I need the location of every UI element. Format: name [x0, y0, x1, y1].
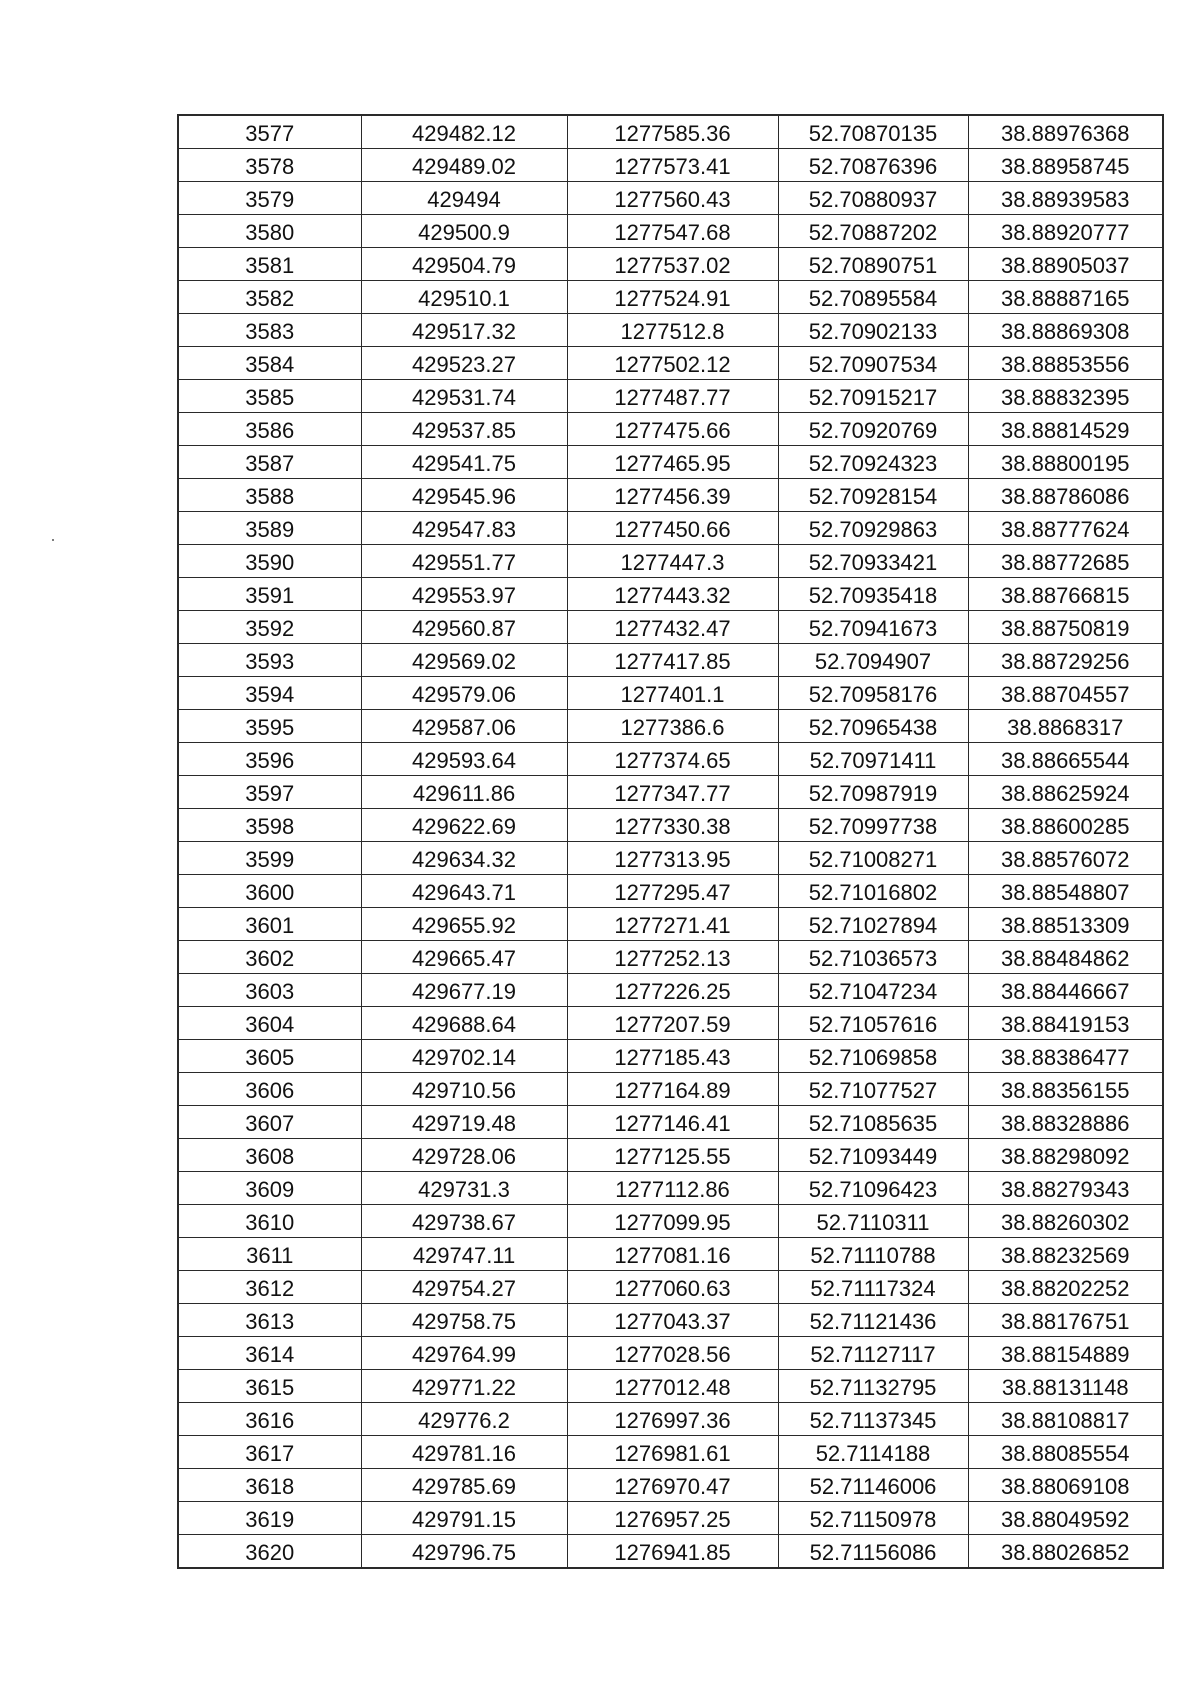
x-coordinate-cell: 429622.69: [361, 809, 567, 842]
point-number-cell: 3593: [178, 644, 361, 677]
latitude-cell: 52.70971411: [778, 743, 968, 776]
x-coordinate-cell: 429551.77: [361, 545, 567, 578]
x-coordinate-cell: 429634.32: [361, 842, 567, 875]
latitude-cell: 52.70920769: [778, 413, 968, 446]
longitude-cell: 38.88484862: [968, 941, 1163, 974]
x-coordinate-cell: 429593.64: [361, 743, 567, 776]
x-coordinate-cell: 429710.56: [361, 1073, 567, 1106]
y-coordinate-cell: 1277450.66: [567, 512, 778, 545]
latitude-cell: 52.71036573: [778, 941, 968, 974]
table-row: [178, 281, 1163, 314]
longitude-cell: 38.88049592: [968, 1502, 1163, 1535]
table-row: [178, 1172, 1163, 1205]
x-coordinate-cell: 429611.86: [361, 776, 567, 809]
table-row: [178, 875, 1163, 908]
latitude-cell: 52.70870135: [778, 115, 968, 149]
y-coordinate-cell: 1276981.61: [567, 1436, 778, 1469]
y-coordinate-cell: 1276957.25: [567, 1502, 778, 1535]
table-row: [178, 1073, 1163, 1106]
y-coordinate-cell: 1277081.16: [567, 1238, 778, 1271]
longitude-cell: 38.88600285: [968, 809, 1163, 842]
latitude-cell: 52.70965438: [778, 710, 968, 743]
latitude-cell: 52.7114188: [778, 1436, 968, 1469]
point-number-cell: 3592: [178, 611, 361, 644]
x-coordinate-cell: 429702.14: [361, 1040, 567, 1073]
x-coordinate-cell: 429489.02: [361, 149, 567, 182]
latitude-cell: 52.71016802: [778, 875, 968, 908]
longitude-cell: 38.88576072: [968, 842, 1163, 875]
point-number-cell: 3580: [178, 215, 361, 248]
point-number-cell: 3616: [178, 1403, 361, 1436]
point-number-cell: 3591: [178, 578, 361, 611]
table-row: [178, 1007, 1163, 1040]
table-row: [178, 149, 1163, 182]
y-coordinate-cell: 1277252.13: [567, 941, 778, 974]
y-coordinate-cell: 1277043.37: [567, 1304, 778, 1337]
table-row: [178, 446, 1163, 479]
latitude-cell: 52.71121436: [778, 1304, 968, 1337]
x-coordinate-cell: 429791.15: [361, 1502, 567, 1535]
coordinates-table-container: [177, 114, 1162, 1569]
point-number-cell: 3589: [178, 512, 361, 545]
x-coordinate-cell: 429771.22: [361, 1370, 567, 1403]
x-coordinate-cell: 429719.48: [361, 1106, 567, 1139]
y-coordinate-cell: 1277524.91: [567, 281, 778, 314]
latitude-cell: 52.71096423: [778, 1172, 968, 1205]
point-number-cell: 3610: [178, 1205, 361, 1238]
table-row: [178, 314, 1163, 347]
y-coordinate-cell: 1277447.3: [567, 545, 778, 578]
table-row: [178, 1205, 1163, 1238]
x-coordinate-cell: 429764.99: [361, 1337, 567, 1370]
y-coordinate-cell: 1276970.47: [567, 1469, 778, 1502]
point-number-cell: 3594: [178, 677, 361, 710]
point-number-cell: 3604: [178, 1007, 361, 1040]
longitude-cell: 38.88905037: [968, 248, 1163, 281]
latitude-cell: 52.70997738: [778, 809, 968, 842]
x-coordinate-cell: 429677.19: [361, 974, 567, 1007]
longitude-cell: 38.88800195: [968, 446, 1163, 479]
latitude-cell: 52.70880937: [778, 182, 968, 215]
table-row: [178, 182, 1163, 215]
point-number-cell: 3585: [178, 380, 361, 413]
table-row: [178, 809, 1163, 842]
y-coordinate-cell: 1277271.41: [567, 908, 778, 941]
latitude-cell: 52.70941673: [778, 611, 968, 644]
x-coordinate-cell: 429731.3: [361, 1172, 567, 1205]
x-coordinate-cell: 429545.96: [361, 479, 567, 512]
longitude-cell: 38.88298092: [968, 1139, 1163, 1172]
point-number-cell: 3607: [178, 1106, 361, 1139]
latitude-cell: 52.71156086: [778, 1535, 968, 1569]
point-number-cell: 3600: [178, 875, 361, 908]
table-row: [178, 1238, 1163, 1271]
x-coordinate-cell: 429785.69: [361, 1469, 567, 1502]
longitude-cell: 38.88814529: [968, 413, 1163, 446]
y-coordinate-cell: 1277475.66: [567, 413, 778, 446]
y-coordinate-cell: 1277125.55: [567, 1139, 778, 1172]
table-row: [178, 611, 1163, 644]
latitude-cell: 52.71127117: [778, 1337, 968, 1370]
point-number-cell: 3611: [178, 1238, 361, 1271]
y-coordinate-cell: 1277386.6: [567, 710, 778, 743]
latitude-cell: 52.70987919: [778, 776, 968, 809]
point-number-cell: 3579: [178, 182, 361, 215]
x-coordinate-cell: 429758.75: [361, 1304, 567, 1337]
longitude-cell: 38.88920777: [968, 215, 1163, 248]
longitude-cell: 38.88958745: [968, 149, 1163, 182]
latitude-cell: 52.71150978: [778, 1502, 968, 1535]
latitude-cell: 52.71008271: [778, 842, 968, 875]
latitude-cell: 52.70929863: [778, 512, 968, 545]
latitude-cell: 52.71027894: [778, 908, 968, 941]
y-coordinate-cell: 1277112.86: [567, 1172, 778, 1205]
latitude-cell: 52.70915217: [778, 380, 968, 413]
table-row: [178, 1040, 1163, 1073]
table-row: [178, 908, 1163, 941]
longitude-cell: 38.88154889: [968, 1337, 1163, 1370]
y-coordinate-cell: 1277417.85: [567, 644, 778, 677]
y-coordinate-cell: 1277313.95: [567, 842, 778, 875]
longitude-cell: 38.88202252: [968, 1271, 1163, 1304]
y-coordinate-cell: 1276941.85: [567, 1535, 778, 1569]
y-coordinate-cell: 1277374.65: [567, 743, 778, 776]
x-coordinate-cell: 429547.83: [361, 512, 567, 545]
point-number-cell: 3620: [178, 1535, 361, 1569]
latitude-cell: 52.70935418: [778, 578, 968, 611]
longitude-cell: 38.88777624: [968, 512, 1163, 545]
latitude-cell: 52.70924323: [778, 446, 968, 479]
point-number-cell: 3581: [178, 248, 361, 281]
latitude-cell: 52.7110311: [778, 1205, 968, 1238]
table-row: [178, 1337, 1163, 1370]
y-coordinate-cell: 1277487.77: [567, 380, 778, 413]
point-number-cell: 3614: [178, 1337, 361, 1370]
point-number-cell: 3578: [178, 149, 361, 182]
y-coordinate-cell: 1276997.36: [567, 1403, 778, 1436]
table-row: [178, 644, 1163, 677]
point-number-cell: 3577: [178, 115, 361, 149]
point-number-cell: 3583: [178, 314, 361, 347]
x-coordinate-cell: 429688.64: [361, 1007, 567, 1040]
longitude-cell: 38.88279343: [968, 1172, 1163, 1205]
latitude-cell: 52.70887202: [778, 215, 968, 248]
x-coordinate-cell: 429560.87: [361, 611, 567, 644]
table-row: [178, 1106, 1163, 1139]
longitude-cell: 38.88419153: [968, 1007, 1163, 1040]
longitude-cell: 38.88665544: [968, 743, 1163, 776]
y-coordinate-cell: 1277512.8: [567, 314, 778, 347]
latitude-cell: 52.71085635: [778, 1106, 968, 1139]
x-coordinate-cell: 429728.06: [361, 1139, 567, 1172]
table-row: [178, 1469, 1163, 1502]
point-number-cell: 3587: [178, 446, 361, 479]
latitude-cell: 52.71110788: [778, 1238, 968, 1271]
longitude-cell: 38.88853556: [968, 347, 1163, 380]
point-number-cell: 3599: [178, 842, 361, 875]
point-number-cell: 3612: [178, 1271, 361, 1304]
x-coordinate-cell: 429523.27: [361, 347, 567, 380]
point-number-cell: 3596: [178, 743, 361, 776]
point-number-cell: 3618: [178, 1469, 361, 1502]
x-coordinate-cell: 429541.75: [361, 446, 567, 479]
table-row: [178, 545, 1163, 578]
longitude-cell: 38.88446667: [968, 974, 1163, 1007]
point-number-cell: 3601: [178, 908, 361, 941]
point-number-cell: 3615: [178, 1370, 361, 1403]
table-row: [178, 413, 1163, 446]
latitude-cell: 52.71077527: [778, 1073, 968, 1106]
x-coordinate-cell: 429747.11: [361, 1238, 567, 1271]
longitude-cell: 38.88356155: [968, 1073, 1163, 1106]
latitude-cell: 52.70933421: [778, 545, 968, 578]
table-row: [178, 710, 1163, 743]
longitude-cell: 38.88832395: [968, 380, 1163, 413]
latitude-cell: 52.70928154: [778, 479, 968, 512]
longitude-cell: 38.8868317: [968, 710, 1163, 743]
longitude-cell: 38.88772685: [968, 545, 1163, 578]
table-row: [178, 248, 1163, 281]
table-row: [178, 512, 1163, 545]
x-coordinate-cell: 429537.85: [361, 413, 567, 446]
x-coordinate-cell: 429781.16: [361, 1436, 567, 1469]
longitude-cell: 38.88232569: [968, 1238, 1163, 1271]
x-coordinate-cell: 429510.1: [361, 281, 567, 314]
table-row: [178, 1502, 1163, 1535]
latitude-cell: 52.70907534: [778, 347, 968, 380]
latitude-cell: 52.71093449: [778, 1139, 968, 1172]
table-row: [178, 479, 1163, 512]
latitude-cell: 52.71117324: [778, 1271, 968, 1304]
latitude-cell: 52.71146006: [778, 1469, 968, 1502]
x-coordinate-cell: 429655.92: [361, 908, 567, 941]
x-coordinate-cell: 429500.9: [361, 215, 567, 248]
y-coordinate-cell: 1277401.1: [567, 677, 778, 710]
x-coordinate-cell: 429569.02: [361, 644, 567, 677]
y-coordinate-cell: 1277443.32: [567, 578, 778, 611]
y-coordinate-cell: 1277502.12: [567, 347, 778, 380]
point-number-cell: 3582: [178, 281, 361, 314]
longitude-cell: 38.88069108: [968, 1469, 1163, 1502]
table-row: [178, 1139, 1163, 1172]
longitude-cell: 38.88328886: [968, 1106, 1163, 1139]
point-number-cell: 3584: [178, 347, 361, 380]
y-coordinate-cell: 1277456.39: [567, 479, 778, 512]
latitude-cell: 52.71057616: [778, 1007, 968, 1040]
table-row: [178, 941, 1163, 974]
longitude-cell: 38.88766815: [968, 578, 1163, 611]
table-row: [178, 1304, 1163, 1337]
table-row: [178, 578, 1163, 611]
longitude-cell: 38.88976368: [968, 115, 1163, 149]
point-number-cell: 3602: [178, 941, 361, 974]
latitude-cell: 52.7094907: [778, 644, 968, 677]
point-number-cell: 3605: [178, 1040, 361, 1073]
longitude-cell: 38.88026852: [968, 1535, 1163, 1569]
longitude-cell: 38.88887165: [968, 281, 1163, 314]
x-coordinate-cell: 429579.06: [361, 677, 567, 710]
y-coordinate-cell: 1277432.47: [567, 611, 778, 644]
y-coordinate-cell: 1277028.56: [567, 1337, 778, 1370]
longitude-cell: 38.88869308: [968, 314, 1163, 347]
table-row: [178, 677, 1163, 710]
point-number-cell: 3595: [178, 710, 361, 743]
point-number-cell: 3598: [178, 809, 361, 842]
coordinates-table-body: [178, 115, 1163, 1568]
point-number-cell: 3586: [178, 413, 361, 446]
table-row: [178, 1535, 1163, 1569]
longitude-cell: 38.88260302: [968, 1205, 1163, 1238]
x-coordinate-cell: 429587.06: [361, 710, 567, 743]
longitude-cell: 38.88939583: [968, 182, 1163, 215]
y-coordinate-cell: 1277330.38: [567, 809, 778, 842]
table-row: [178, 115, 1163, 149]
table-row: [178, 1436, 1163, 1469]
latitude-cell: 52.70876396: [778, 149, 968, 182]
x-coordinate-cell: 429665.47: [361, 941, 567, 974]
y-coordinate-cell: 1277146.41: [567, 1106, 778, 1139]
y-coordinate-cell: 1277185.43: [567, 1040, 778, 1073]
latitude-cell: 52.71137345: [778, 1403, 968, 1436]
longitude-cell: 38.88704557: [968, 677, 1163, 710]
y-coordinate-cell: 1277164.89: [567, 1073, 778, 1106]
longitude-cell: 38.88108817: [968, 1403, 1163, 1436]
y-coordinate-cell: 1277560.43: [567, 182, 778, 215]
longitude-cell: 38.88513309: [968, 908, 1163, 941]
table-row: [178, 974, 1163, 1007]
point-number-cell: 3617: [178, 1436, 361, 1469]
x-coordinate-cell: 429482.12: [361, 115, 567, 149]
table-row: [178, 1271, 1163, 1304]
point-number-cell: 3588: [178, 479, 361, 512]
point-number-cell: 3613: [178, 1304, 361, 1337]
latitude-cell: 52.70895584: [778, 281, 968, 314]
y-coordinate-cell: 1277585.36: [567, 115, 778, 149]
longitude-cell: 38.88131148: [968, 1370, 1163, 1403]
longitude-cell: 38.88176751: [968, 1304, 1163, 1337]
latitude-cell: 52.70902133: [778, 314, 968, 347]
x-coordinate-cell: 429531.74: [361, 380, 567, 413]
table-row: [178, 1403, 1163, 1436]
latitude-cell: 52.71132795: [778, 1370, 968, 1403]
table-row: [178, 776, 1163, 809]
longitude-cell: 38.88386477: [968, 1040, 1163, 1073]
y-coordinate-cell: 1277012.48: [567, 1370, 778, 1403]
y-coordinate-cell: 1277099.95: [567, 1205, 778, 1238]
latitude-cell: 52.71069858: [778, 1040, 968, 1073]
coordinates-table: [177, 114, 1164, 1569]
longitude-cell: 38.88729256: [968, 644, 1163, 677]
table-row: [178, 347, 1163, 380]
longitude-cell: 38.88786086: [968, 479, 1163, 512]
scan-speck: [52, 539, 54, 541]
table-row: [178, 842, 1163, 875]
y-coordinate-cell: 1277295.47: [567, 875, 778, 908]
point-number-cell: 3590: [178, 545, 361, 578]
x-coordinate-cell: 429517.32: [361, 314, 567, 347]
latitude-cell: 52.71047234: [778, 974, 968, 1007]
y-coordinate-cell: 1277547.68: [567, 215, 778, 248]
y-coordinate-cell: 1277573.41: [567, 149, 778, 182]
y-coordinate-cell: 1277207.59: [567, 1007, 778, 1040]
x-coordinate-cell: 429553.97: [361, 578, 567, 611]
x-coordinate-cell: 429504.79: [361, 248, 567, 281]
y-coordinate-cell: 1277060.63: [567, 1271, 778, 1304]
x-coordinate-cell: 429643.71: [361, 875, 567, 908]
point-number-cell: 3609: [178, 1172, 361, 1205]
latitude-cell: 52.70890751: [778, 248, 968, 281]
point-number-cell: 3606: [178, 1073, 361, 1106]
y-coordinate-cell: 1277226.25: [567, 974, 778, 1007]
table-row: [178, 215, 1163, 248]
point-number-cell: 3619: [178, 1502, 361, 1535]
x-coordinate-cell: 429796.75: [361, 1535, 567, 1569]
x-coordinate-cell: 429754.27: [361, 1271, 567, 1304]
y-coordinate-cell: 1277347.77: [567, 776, 778, 809]
point-number-cell: 3597: [178, 776, 361, 809]
y-coordinate-cell: 1277465.95: [567, 446, 778, 479]
table-row: [178, 743, 1163, 776]
longitude-cell: 38.88548807: [968, 875, 1163, 908]
longitude-cell: 38.88750819: [968, 611, 1163, 644]
x-coordinate-cell: 429738.67: [361, 1205, 567, 1238]
table-row: [178, 380, 1163, 413]
x-coordinate-cell: 429494: [361, 182, 567, 215]
point-number-cell: 3603: [178, 974, 361, 1007]
latitude-cell: 52.70958176: [778, 677, 968, 710]
point-number-cell: 3608: [178, 1139, 361, 1172]
longitude-cell: 38.88625924: [968, 776, 1163, 809]
table-row: [178, 1370, 1163, 1403]
y-coordinate-cell: 1277537.02: [567, 248, 778, 281]
x-coordinate-cell: 429776.2: [361, 1403, 567, 1436]
longitude-cell: 38.88085554: [968, 1436, 1163, 1469]
